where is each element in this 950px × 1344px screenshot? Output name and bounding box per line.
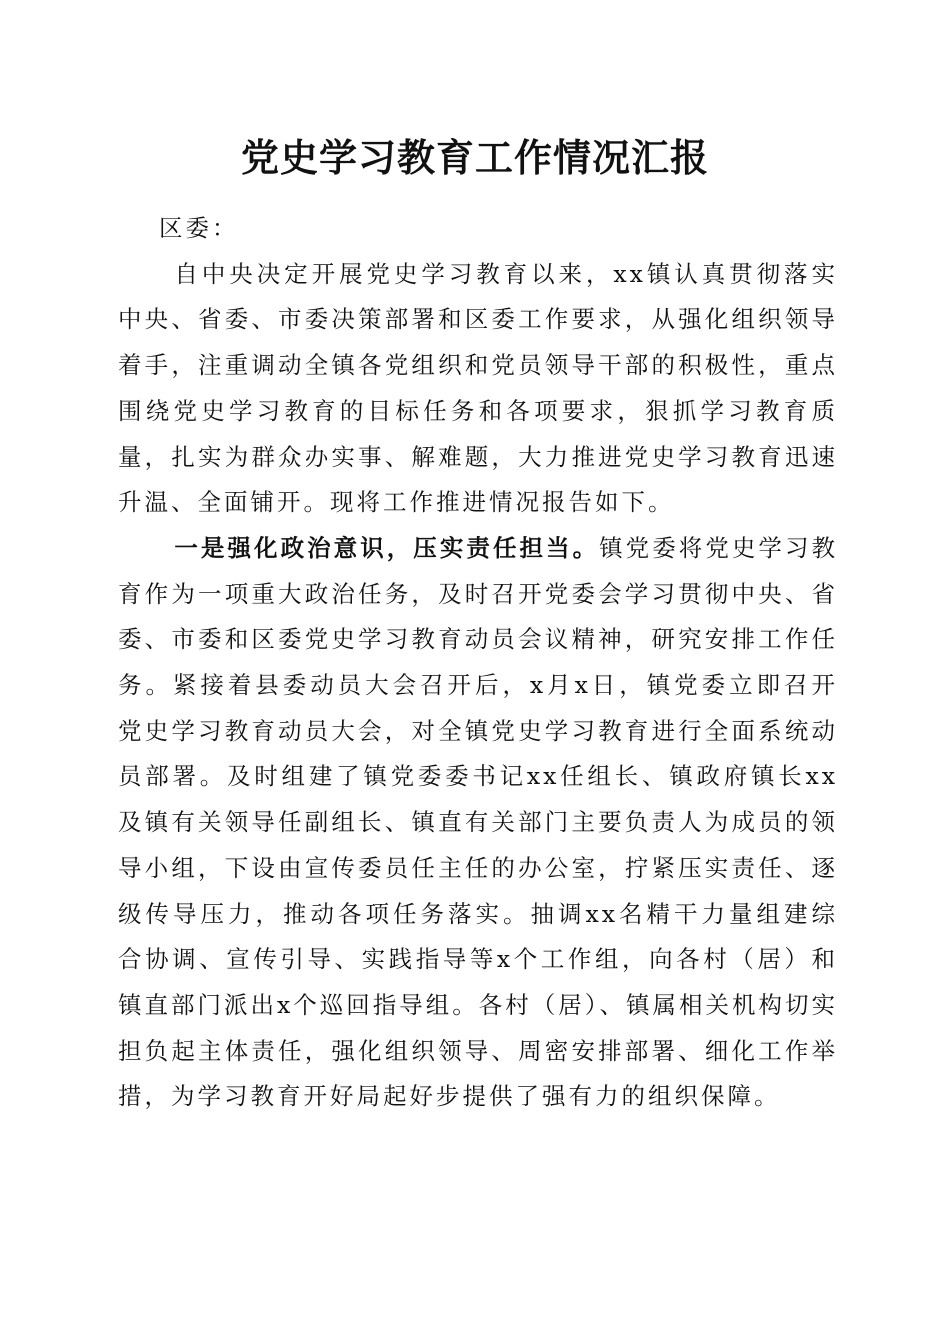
document-body <box>118 206 838 1120</box>
salutation: 区委： <box>159 214 239 242</box>
document-title: 党史学习教育工作情况汇报 <box>240 135 709 180</box>
section-one-heading: 一是强化政治意识，压实责任担当。 <box>174 533 600 562</box>
paragraph-section-one <box>118 526 838 1120</box>
paragraph-intro <box>118 252 838 526</box>
section-one-text: 镇党委将党史学习教育作为一项重大政治任务，及时召开党委会学习贯彻中央、省委、市委和区委党史学习教育动员会议精神，研究安排工作任务。紧接着县委动员大会召开后，x月x日，镇党委立即召开党史学习教育动员大会，对全镇党史学习教育进行全面系统动员部署。及时组建了镇党委委书记xx任组长、镇政府镇长xx及镇有关领导任副组长、镇直有关部门主要负责人为成员的领导小组，下设由宣传委员任主任的办公室，拧紧压实责任、逐级传导压力，推动各项任务落实。抽调xx名精干力量组建综合协调、宣传引导、实践指导等x个工作组，向各村（居）和镇直部门派出x个巡回指导组。各村（居）、镇属相关机构切实担负起主体责任，强化组织领导、周密安排部署、细化工作举措，为学习教育开好局起好步提供了强有力的组织保障。 <box>118 533 839 1111</box>
paragraph-intro-text: 自中央决定开展党史学习教育以来，xx镇认真贯彻落实中央、省委、市委决策部署和区委工作要求，从强化组织领导着手，注重调动全镇各党组织和党员领导干部的积极性，重点围绕党史学习教育的目标任务和各项要求，狠抓学习教育质量，扎实为群众办实事、解难题，大力推进党史学习教育迅速升温、全面铺开。现将工作推进情况报告如下。 <box>118 259 838 517</box>
